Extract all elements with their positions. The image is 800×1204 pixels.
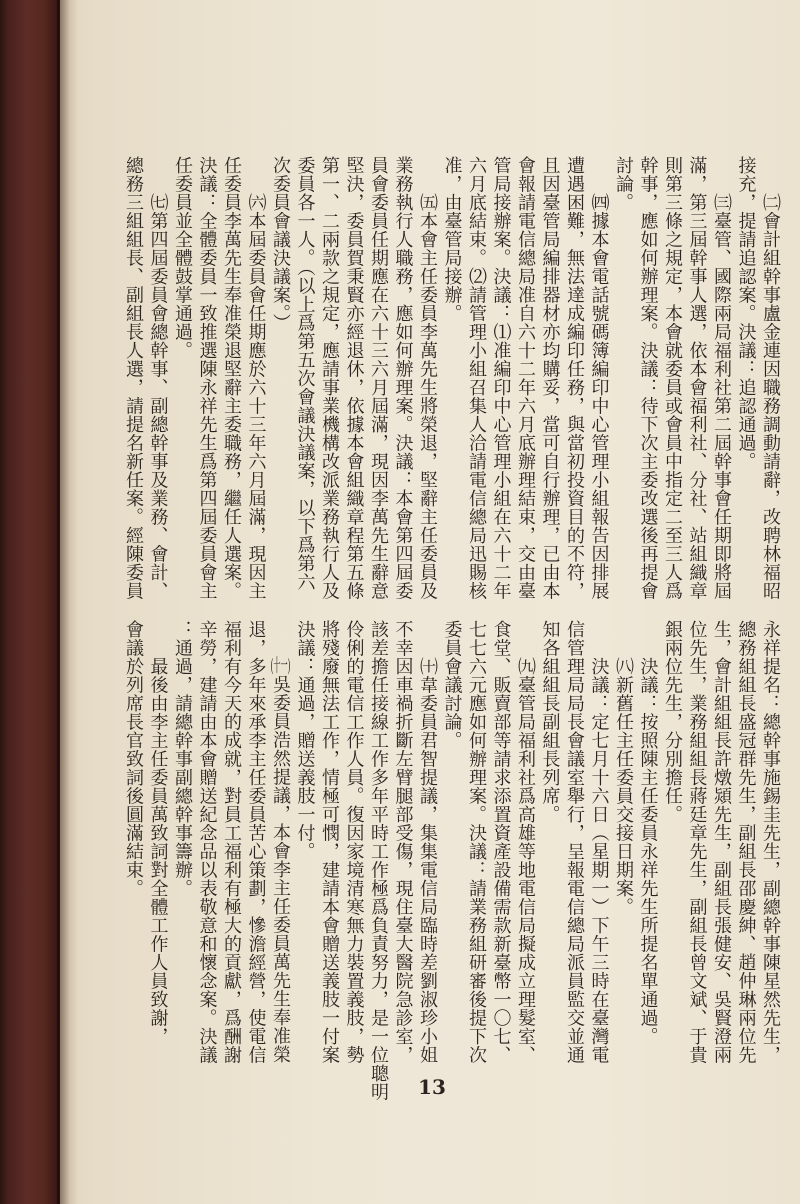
text-column [562, 156, 587, 600]
column-text: 不幸因車禍折斷左臂腿部受傷，現住臺大醫院急診室， [392, 620, 414, 1064]
text-column [317, 156, 342, 600]
column-text: 遭遇困難，無法達成編印任務，與當初投資目的不符， [564, 156, 585, 600]
text-column [537, 156, 562, 600]
text-column [635, 620, 660, 1064]
column-text: 接充，提請追認案。決議：追認通過。 [735, 156, 757, 471]
text-column [513, 156, 538, 600]
column-text: 幹事，應如何辦理案。決議：待下次主委改選後再提會 [637, 156, 659, 600]
text-column [145, 620, 170, 1064]
text-column [390, 620, 415, 1064]
text-column [733, 620, 758, 1064]
column-text: 總務組組長盛冠群先生，副組長邵慶紳、趙仲琳兩位先 [735, 620, 757, 1064]
text-column [121, 156, 146, 600]
column-text: 次委員會議決議案。） [270, 156, 291, 332]
column-text: 會計組幹事盧金連因職務調動請辭，改聘林福昭 [760, 211, 781, 600]
text-column [488, 620, 513, 1064]
column-text: 堅決，委員賀秉賢亦經退休，依據本會組織章程第五條 [343, 156, 365, 600]
column-text: 且因臺管局編排器材亦均購妥，當可自行辦理，已由本 [539, 156, 561, 600]
text-column [611, 620, 636, 1064]
column-text: 委員各一人。（以上爲第五次會議決議案，以下爲第六 [294, 156, 316, 591]
item-number-marker: (十一) [270, 657, 291, 675]
column-text: 伶俐的電信工作人員。復因家境清寒無力裝置義肢，勢 [343, 620, 365, 1064]
text-column [660, 620, 685, 1064]
text-column [733, 156, 758, 600]
text-column [268, 156, 293, 600]
column-text: 決議：按照陳主任委員永祥先生所提名單通過。 [637, 657, 659, 1046]
page-number: 13 [418, 1075, 446, 1099]
text-column [390, 156, 415, 600]
column-text: 任委員李萬先生奉准榮退堅辭主委職務，繼任人選案。 [221, 156, 242, 600]
column-text: 准，由臺管局接辦。 [441, 156, 463, 323]
text-column [219, 620, 244, 1064]
text-column [660, 156, 685, 600]
column-text: 業務執行人職務，應如何辦理案。決議：本會第四屆委 [392, 156, 414, 600]
column-text: 滿，第三屆幹事人選，依本會福利社、分社、站組織章 [686, 156, 708, 600]
text-column [758, 620, 783, 1064]
text-column [366, 156, 391, 600]
column-text: 會報請電信總局准自六十二年六月底辦理結束，交由臺 [515, 156, 536, 600]
text-block-upper [121, 156, 783, 600]
column-text: 退，多年來承李主任委員苦心策劃，慘澹經營，使電信 [245, 620, 267, 1064]
column-text: 員會委員任期應在六十三六月屆滿，現因李萬先生辭意 [368, 156, 389, 600]
item-number-marker: ㈥ [245, 193, 267, 212]
item-number-marker: ㈩ [417, 657, 438, 676]
text-column [562, 620, 587, 1064]
column-text: 決議：通過，贈送義肢一付。 [294, 620, 316, 861]
text-column [635, 156, 660, 600]
column-text: 永祥提名：總幹事施錫圭先生，副總幹事陳星然先生， [760, 620, 781, 1064]
text-column [439, 620, 464, 1064]
column-text: 總務三組組長、副組長人選，請提名新任案。經陳委員 [123, 156, 144, 600]
text-column [341, 156, 366, 600]
text-column [684, 620, 709, 1064]
column-text: 六月底結束。⑵請管理小組召集人洽請電信總局迅賜核 [466, 156, 487, 600]
column-text: 食堂、販賣部等請求添置資產設備需款新臺幣一〇七、 [490, 620, 512, 1064]
item-number-marker: ㈧ [613, 657, 634, 676]
item-number-marker: ㈤ [417, 193, 438, 212]
column-text: 福利有今天的成就，對員工福利有極大的貢獻，爲酬謝 [221, 620, 242, 1064]
text-column [145, 156, 170, 600]
text-column [121, 620, 146, 1064]
text-column [758, 156, 783, 600]
text-column [464, 156, 489, 600]
text-column [513, 620, 538, 1064]
text-column [415, 620, 440, 1064]
column-text: 據本會電話號碼簿編印中心管理小組報告因排展 [588, 211, 610, 600]
column-text: 吳委員浩然提議，本會李主任委員萬先生奉准榮 [270, 675, 291, 1064]
page-gutter-shadow [60, 0, 78, 1204]
column-text: 新舊任主任委員交接日期案。 [613, 675, 634, 916]
text-column [341, 620, 366, 1064]
text-column [194, 620, 219, 1064]
text-column [243, 620, 268, 1064]
text-column [439, 156, 464, 600]
item-number-marker: ㈢ [711, 193, 732, 212]
column-text: 七七六元應如何辦理案。決議：請業務組研審後提下次 [466, 620, 487, 1064]
column-text: 第一、二兩款之規定，應請事業機構改派業務執行人及 [319, 156, 340, 600]
text-column [488, 156, 513, 600]
column-text: 本會主任委員李萬先生將榮退，堅辭主任委員及 [417, 211, 438, 600]
column-text: 位先生，業務組組長蔣廷章先生，副組長曾文斌、于貴 [686, 620, 708, 1064]
column-text: 討論。 [613, 156, 634, 212]
text-column [243, 156, 268, 600]
column-text: 管局接辦案。決議：⑴准編印中心管理小組在六十二年 [490, 156, 512, 600]
column-text: 生，會計組組長許燉熲先生，副組長張健安、吳賢澄兩 [711, 620, 732, 1064]
column-text: 銀兩位先生，分別擔任。 [662, 620, 683, 824]
column-text: 最後由李主任委員萬致詞對全體工作人員致謝， [147, 657, 169, 1046]
column-text: 本屆委員會任期應於六十三年六月屆滿，現因主 [245, 211, 267, 600]
column-text: 知各組組長副組長列席。 [539, 620, 561, 824]
column-text: 臺管、國際兩局福利社第二屆幹事會任期即將屆 [711, 211, 732, 600]
item-number-marker: ㈡ [760, 193, 781, 212]
column-text: 該差擔任接線工作多年平時工作極爲負責努力，是一位聰明 [368, 620, 389, 1101]
column-text: 將殘廢無法工作，情極可憫，建請本會贈送義肢一付案 [319, 620, 340, 1064]
text-column [317, 620, 342, 1064]
text-column [611, 156, 636, 600]
text-column [170, 620, 195, 1064]
item-number-marker: ㈨ [515, 657, 536, 676]
text-column [464, 620, 489, 1064]
text-column [292, 620, 317, 1064]
column-text: 第四屆委員會總幹事、副總幹事及業務、會計、 [147, 211, 169, 600]
book-binding-edge [0, 0, 60, 1204]
column-text: 臺管局福利社爲高雄等地電信局擬成立理髮室、 [515, 675, 536, 1064]
column-text: ：通過，請總幹事副總幹事籌辦。 [172, 620, 193, 898]
column-text: 韋委員君智提議，集集電信局臨時差劉淑珍小姐 [417, 675, 438, 1064]
text-column [268, 620, 293, 1064]
column-text: 會議於列席長官致詞後圓滿結束。 [123, 620, 144, 898]
text-column [292, 156, 317, 600]
binding-seam [57, 0, 59, 1204]
item-number-marker: ㈣ [588, 193, 610, 212]
text-column [537, 620, 562, 1064]
text-column [709, 620, 734, 1064]
text-column [194, 156, 219, 600]
column-text: 任委員並全體鼓掌通過。 [172, 156, 193, 360]
text-column [684, 156, 709, 600]
text-column [586, 620, 611, 1064]
text-column [709, 156, 734, 600]
text-column [586, 156, 611, 600]
column-text: 辛勞，建請由本會贈送紀念品以表敬意和懷念案。決議 [196, 620, 218, 1064]
column-text: 委員會議討論。 [441, 620, 463, 750]
column-text: 決議：定七月十六日（星期一）下午三時在臺灣電 [588, 657, 610, 1064]
text-column [170, 156, 195, 600]
text-column [366, 620, 391, 1101]
text-column [219, 156, 244, 600]
item-number-marker: ㈦ [147, 193, 169, 212]
column-text: 信管理局局長會議室舉行，呈報電信總局派員監交並通 [564, 620, 585, 1064]
column-text: 則第三條之規定，本會就委員或會員中指定二至三人爲 [662, 156, 683, 600]
text-column [415, 156, 440, 600]
column-text: 決議：全體委員一致推選陳永祥先生爲第四屆委員會主 [196, 156, 218, 600]
